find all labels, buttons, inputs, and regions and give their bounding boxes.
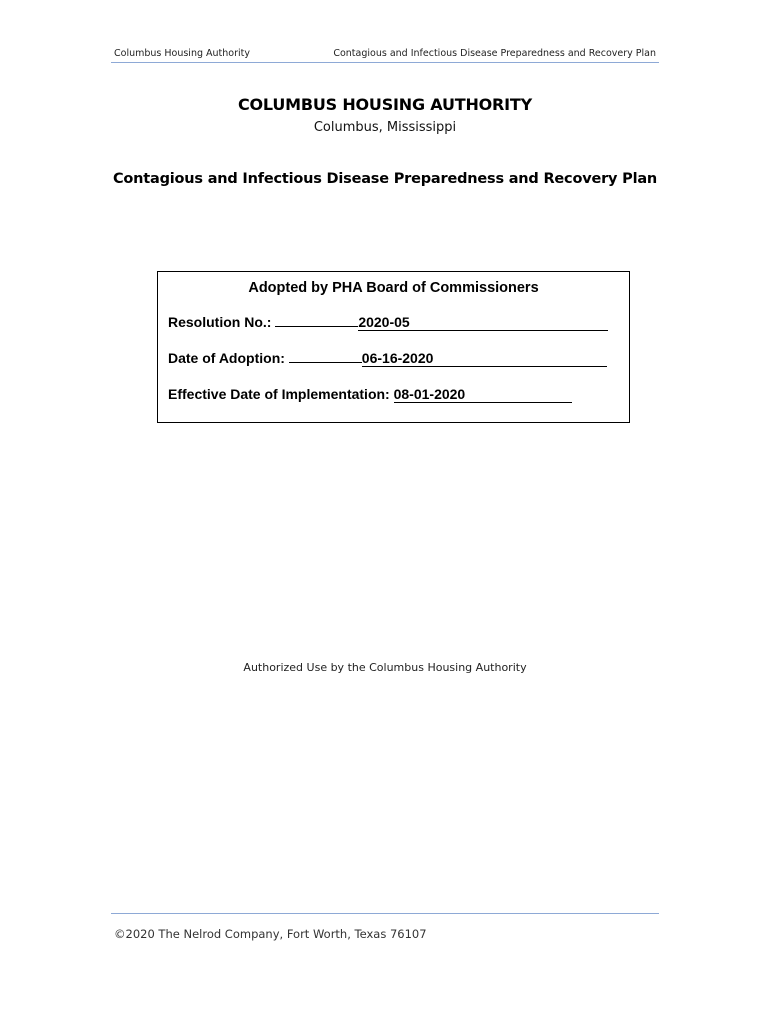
page-footer: ©2020 The Nelrod Company, Fort Worth, Texas 76107 — [114, 927, 427, 941]
resolution-label: Resolution No.: — [168, 314, 272, 330]
effective-date-value: 08-01-2020 — [394, 386, 572, 403]
adoption-date-field — [168, 350, 607, 367]
adoption-date-label: Date of Adoption: — [168, 350, 285, 366]
adoption-box — [157, 271, 630, 423]
effective-date-field — [168, 386, 572, 403]
footer-divider — [111, 913, 659, 914]
page-header-right: Contagious and Infectious Disease Preparedness and Recovery Plan — [333, 48, 656, 59]
effective-date-label: Effective Date of Implementation: — [168, 386, 390, 402]
page-header-left: Columbus Housing Authority — [114, 48, 250, 59]
resolution-blank — [275, 326, 358, 327]
header-divider — [111, 62, 659, 63]
resolution-field — [168, 314, 608, 331]
adoption-heading: Adopted by PHA Board of Commissioners — [248, 280, 539, 296]
document-title: COLUMBUS HOUSING AUTHORITY — [237, 95, 533, 114]
adoption-date-value: 06-16-2020 — [362, 350, 607, 367]
resolution-value: 2020-05 — [358, 314, 608, 331]
authorized-use-note: Authorized Use by the Columbus Housing Authority — [243, 661, 527, 674]
adoption-date-blank — [289, 362, 362, 363]
plan-title: Contagious and Infectious Disease Preparedness and Recovery Plan — [112, 171, 658, 187]
document-subtitle: Columbus, Mississippi — [313, 120, 457, 135]
